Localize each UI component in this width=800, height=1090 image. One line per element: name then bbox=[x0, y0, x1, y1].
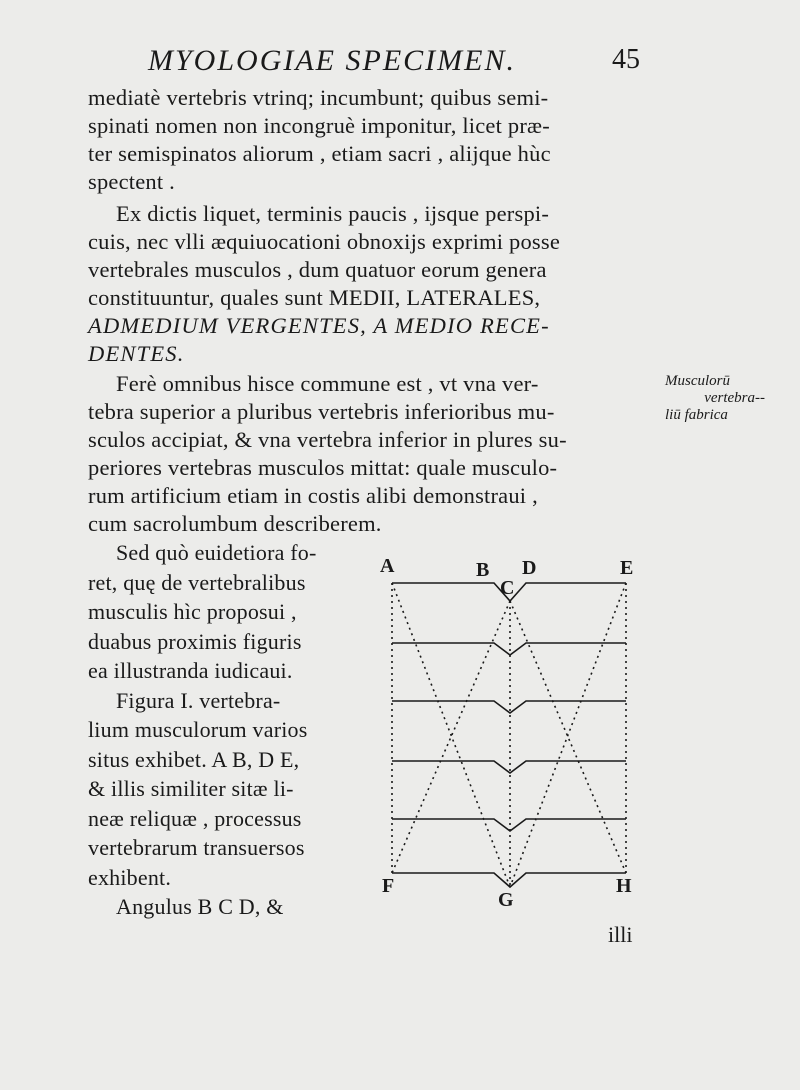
label-G: G bbox=[498, 889, 514, 911]
text-line: spinati nomen non incongruè imponitur, licet præ- bbox=[88, 113, 550, 138]
text-line: ter semispinatos aliorum , etiam sacri , alijque hùc bbox=[88, 141, 551, 166]
dotted-C-H bbox=[510, 601, 626, 873]
dotted-C-F bbox=[392, 601, 510, 873]
text-line: mediatè vertebris vtrinq; incumbunt; quibus semi- bbox=[88, 85, 549, 110]
text-line: ea illustranda iudicaui. bbox=[88, 658, 293, 683]
text-line: Ferè omnibus hisce commune est , vt vna ver- bbox=[116, 371, 539, 396]
label-H: H bbox=[616, 875, 632, 897]
vertebral-line bbox=[392, 761, 626, 773]
figure-description-column bbox=[88, 538, 388, 922]
text-line: cum sacrolumbum describerem. bbox=[88, 511, 382, 536]
text-line: Angulus B C D, & bbox=[116, 894, 284, 919]
text-line: exhibent. bbox=[88, 864, 172, 890]
marginal-line: vertebra-- bbox=[704, 390, 765, 406]
text-line: lium musculorum varios bbox=[88, 717, 308, 742]
paragraph-3 bbox=[88, 370, 648, 538]
label-A: A bbox=[380, 555, 395, 577]
label-B: B bbox=[476, 559, 490, 581]
text-line: tebra superior a pluribus vertebris inferioribus mu- bbox=[88, 399, 555, 424]
catchword: illi bbox=[608, 922, 633, 947]
dotted-A-G bbox=[392, 583, 510, 887]
label-F: F bbox=[382, 875, 395, 897]
text-line: ret, quę de vertebralibus bbox=[88, 569, 306, 595]
text-line: musculis hìc proposui , bbox=[88, 599, 297, 624]
text-line: Sed quò euidetiora fo- bbox=[116, 540, 317, 565]
paragraph-2 bbox=[88, 200, 648, 368]
dotted-E-G bbox=[510, 583, 626, 887]
vertebral-line bbox=[392, 643, 626, 655]
page-number: 45 bbox=[612, 44, 640, 75]
text-line: rum artificium etiam in costis alibi demonstraui , bbox=[88, 483, 538, 508]
vertebral-line bbox=[392, 819, 626, 831]
text-line: spectent . bbox=[88, 169, 175, 194]
label-D: D bbox=[522, 557, 537, 579]
text-line: DENTES. bbox=[88, 341, 185, 366]
label-C: C bbox=[500, 577, 515, 599]
text-line: vertebrarum transuersos bbox=[88, 835, 305, 860]
marginal-line: liū fabrica bbox=[665, 407, 728, 423]
marginal-line: Musculorū bbox=[665, 373, 730, 389]
text-line: constituuntur, quales sunt MEDII, LATERALES, bbox=[88, 285, 541, 310]
diagram-svg bbox=[376, 555, 656, 915]
text-line: periores vertebras musculos mittat: quale musculo- bbox=[88, 455, 558, 480]
line-FGH bbox=[392, 873, 626, 887]
paragraph-1 bbox=[88, 84, 648, 196]
text-line: duabus proximis figuris bbox=[88, 628, 302, 654]
marginal-note bbox=[665, 373, 795, 424]
text-line: sculos accipiat, & vna vertebra inferior in plures su- bbox=[88, 427, 567, 452]
text-line: ADMEDIUM VERGENTES, A MEDIO RECE- bbox=[88, 313, 550, 338]
running-title: MYOLOGIAE SPECIMEN. bbox=[148, 44, 516, 77]
text-line: neæ reliquæ , processus bbox=[88, 805, 302, 831]
text-line: vertebrales musculos , dum quatuor eorum genera bbox=[88, 257, 547, 282]
vertebral-line bbox=[392, 701, 626, 713]
text-line: cuis, nec vlli æquiuocationi obnoxijs exprimi posse bbox=[88, 229, 561, 254]
text-line: & illis similiter sitæ li- bbox=[88, 776, 294, 801]
vertebral-muscle-diagram bbox=[376, 555, 656, 915]
text-line: Ex dictis liquet, terminis paucis , ijsque perspi- bbox=[116, 201, 550, 226]
text-line: situs exhibet. A B, D E, bbox=[88, 746, 300, 772]
text-line: Figura I. vertebra- bbox=[116, 687, 281, 713]
label-E: E bbox=[620, 557, 634, 579]
